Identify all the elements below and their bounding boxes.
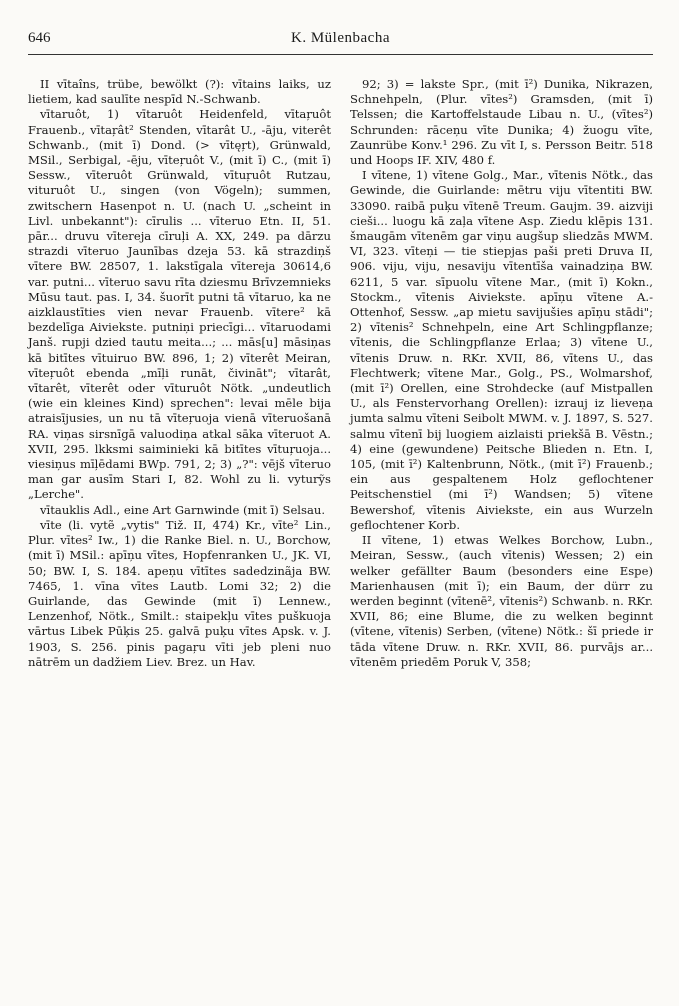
running-title: K. Mülenbacha [291, 30, 390, 46]
entry-vitene-1: I vītene, 1) vītene Golg., Mar., vītenis Nötk., das Gewinde, die Guirlande: mētru viju vītentiti BW. 33090. raibā puķu vītenē Treum. Gaujm. 39. aizviji cieši... luogu kā zaļa vītene Asp. Ziedu klēpis 131. šmaugām vītenēm gar viņu augšup sliedzās MWM. VI, 323. vīteņi — tie stiepjas paši preti Druva II, 906. viju, viju, nesaviju vītentīša vainadziņa BW. 6211, 5 var. sīpuolu vītene Mar., (mit ī) Kokn., Stockm., vītenis Aiviekste. apīņu vītene A.-Ottenhof, Sessw. „ap mietu savijušies apīņu stādi"; 2) vītenis² Schnehpeln, eine Art Schlingpflanze; vītenis, die Schlingpflanze Erlaa; 3) vītene U., vītenis Druw. n. RKr. XVII, 86, vītens U., das Flechtwerk; vītene Mar., Golg., PS., Wolmarshof, (mit ī²) Orellen, eine Strohdecke (auf Mistpallen U., als Fenstervorhang Orellen): izrauj iz lieveņa jumta salmu vīteni Seibolt MWM. v. J. 1897, S. 527. salmu vītenī bij luogiem aizlaisti priekšā B. Vēstn.; 4) eine (gewundene) Peitsche Blieden n. Etn. I, 105, (mit ī²) Kaltenbrunn, Nötk., (mit ī²) Frauenb.; ein aus gespaltenem Holz geflochtener Peitschenstiel (mi ī²) Wandsen; 5) vītene Bewershof, vītenis Aiviekste, ein aus Wurzeln geflochtener Korb. [350, 168, 653, 532]
two-column-body [28, 77, 653, 670]
entry-vite: vīte (li. vytẽ „vytis" Tiž. II, 474) Kr., vīte² Lin., Plur. vītes² Iw., 1) die Ranke Biel. n. U., Borchow, (mit ī) MSil.: apīņu vītes, Hopfenranken U., JK. VI, 50; BW. I, S. 184. apeņu vītītes sadedzinãja BW. 7465, 1. vīna vītes Lautb. Lomi 32; 2) die Guirlande, das Gewinde (mit ī) Lennew., Lenzenhof, Nötk., Smilt.: staipekļu vītes puškuoja vārtus Libek Pūķis 25. galvā puķu vītes Apsk. v. J. 1903, S. 256. pinis pagaŗu vīti jeb pleni nuo nātrēm un dadžiem Liev. Brez. un Hav. [28, 517, 331, 669]
page-header [28, 26, 653, 55]
entry-vite-continued: 92; 3) = lakste Spr., (mit ī²) Dunika, Nikrazen, Schnehpeln, (Plur. vītes²) Gramsden, (mit ī) Telssen; die Kartoffelstaude Libau n. U., (vītes²) Schrunden: rāceņu vīte Dunika; 4) žuogu vīte, Zaunrübe Konv.¹ 296. Zu vīt I, s. Persson Beitr. 518 und Hoops IF. XIV, 480 f. [350, 77, 653, 168]
left-column [28, 77, 331, 670]
entry-vitaruot: vītaruôt, 1) vītaruôt Heidenfeld, vītaŗuôt Frauenb., vītaŗât² Stenden, vītarât U., -āju, viterêt Schwanb., (mit ī) Dond. (> vītęŗt), Grünwald, MSil., Serbigal, -ēju, vīteŗuôt V., (mit ī) C., (mit ī) Sessw., vīteruôt Grünwald, vītuŗuôt Rutzau, vituruôt U., singen (von Vögeln); summen, zwitschern Hasenpot n. U. (nach U. „scheint in Livl. unbekannt"): cīrulis ... vīteruo Etn. II, 51. pār... druvu vītereja cīruļi A. XX, 249. pa dārzu strazdi vīteruo Jaunības dzeja 53. kā strazdiņš vītere BW. 28507, 1. lakstīgala vītereja 30614,6 var. putni... vīteruo savu rīta dziesmu Brīvzemnieks Mūsu taut. pas. I, 34. šuorīt putni tā vītaruo, ka ne aizklaustīties vien nevar Frauenb. vītere² kā bezdelīga Aiviekste. putniņi priecīgi... vītaruodami Janš. rupji dzied tautu meita...; ... mās[u] māsiņas kā bitītes vītuiruo BW. 896, 1; 2) vīterêt Meiran, vīteŗuôt ebenda „mīļi runāt, čivināt"; vītarât, vītarêt, vīterêt oder vīturuôt Nötk. „undeutlich (wie ein kleines Kind) sprechen": levai mēle bija atraisījusies, un nu tā vīteŗuoja vienā vīteruošanā RA. viņas sirsnīgā valuodiņa atkal sāka vīteruot A. XVII, 295. lkksmi saiminieki kā bitītes vītuŗuoja... viesiņus mīļēdami BWp. 791, 2; 3) „?": vējš vīteruo man gar ausīm Stari I, 82. Wohl zu li. vyturỹs „Lerche". [28, 107, 331, 502]
entry-vitauklis: vītauklis Adl., eine Art Garnwinde (mit ī) Selsau. [40, 502, 326, 517]
entry-vitains: II vītaîns, trübe, bewölkt (?): vītains laiks, uz lietiem, kad saulīte nespīd N.-Schwanb. [28, 77, 331, 107]
page-number: 646 [28, 30, 51, 46]
entry-vitene-2: II vītene, 1) etwas Welkes Borchow, Lubn., Meiran, Sessw., (auch vītenis) Wessen; 2) ein welker gefällter Baum (besonders eine Espe) Marienhausen (mit ī); ein Baum, der dürr zu werden beginnt (vītenē², vītenis²) Schwanb. n. RKr. XVII, 86; eine Blume, die zu welken beginnt (vītene, vītenis) Serben, (vītene) Nötk.: šī priede ir tāda vītene Druw. n. RKr. XVII, 86. purvājs ar... vītenēm priedēm Poruk V, 358; [350, 533, 653, 669]
right-column [350, 77, 653, 670]
